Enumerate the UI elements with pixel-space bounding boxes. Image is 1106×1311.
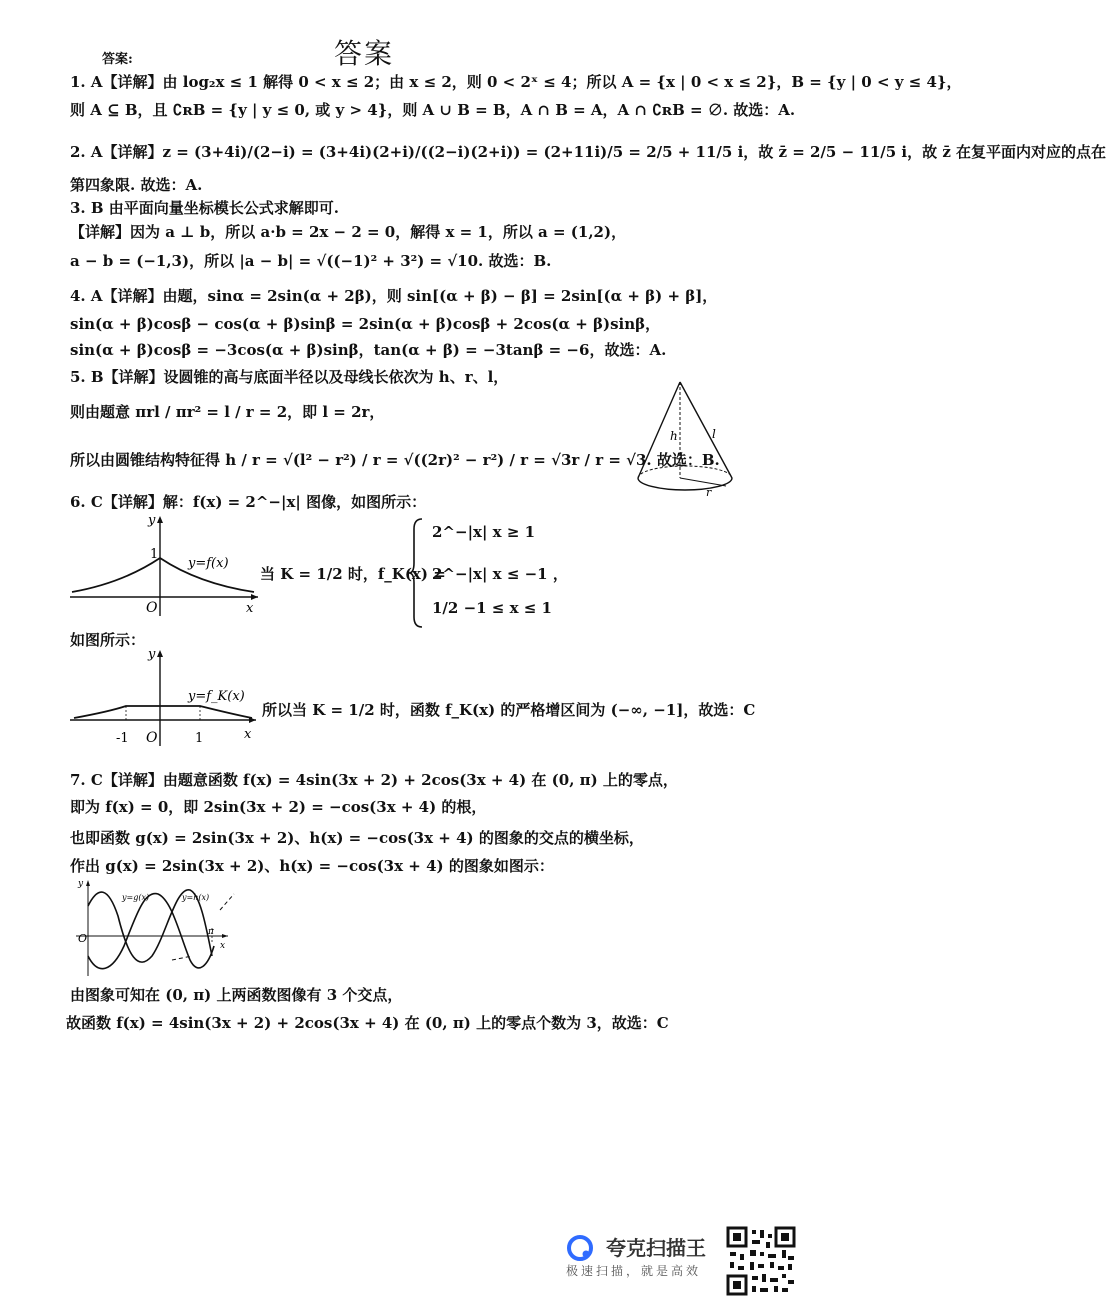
q6-line-1: 6. C【详解】解：f(x) = 2^−|x| 图像，如图所示：: [70, 493, 427, 511]
q3-line-2: 【详解】因为 a ⊥ b，所以 a·b = 2x − 2 = 0，解得 x = 1，所以 a = (1,2)，: [70, 223, 627, 241]
page-title: 答案: [334, 37, 395, 70]
piecewise-row-2: 2^−|x| x ≤ −1 ，: [432, 565, 568, 583]
graph-f-y-label: y: [148, 513, 156, 528]
graph-fk-neg-one-label: -1: [116, 731, 129, 746]
brand-name: 夸克扫描王: [606, 1236, 706, 1260]
piecewise-condition: 当 K = 1/2 时，f_K(x) =: [260, 565, 446, 583]
q7-line-1: 7. C【详解】由题意函数 f(x) = 4sin(3x + 2) + 2cos(3x + 4) 在 (0, π) 上的零点，: [70, 771, 678, 789]
piecewise-block: [408, 517, 568, 629]
q5-line-3: 所以由圆锥结构特征得 h / r = √(l² − r²) / r = √((2r)² − r²) / r = √3r / r = √3. 故选：B.: [70, 451, 720, 469]
graph-gh: [72, 876, 242, 980]
q7-line-4: 作出 g(x) = 2sin(3x + 2)、h(x) = −cos(3x + 4) 的图象如图示：: [70, 857, 554, 875]
q4-line-2: sin(α + β)cosβ − cos(α + β)sinβ = 2sin(α + β)cosβ + 2cos(α + β)sinβ，: [70, 315, 661, 333]
graph-f-x-label: x: [246, 601, 254, 616]
q7-line-2: 即为 f(x) = 0，即 2sin(3x + 2) = −cos(3x + 4) 的根，: [70, 798, 487, 816]
q6-line-2: 如图所示：: [70, 631, 146, 649]
qr-code-icon: [726, 1226, 796, 1296]
q2-line-1: 2. A【详解】z = (3+4i)/(2−i) = (3+4i)(2+i)/((2−i)(2+i)) = (2+11i)/5 = 2/5 + 11/5 i，故 z̄ = 2/5 − 11/5 i，故 z̄ 在复平面内对应的点在: [70, 143, 1106, 161]
graph-gh-origin-label: O: [78, 932, 88, 945]
q5-line-2: 则由题意 πrl / πr² = l / r = 2，即 l = 2r，: [70, 403, 385, 421]
q3-line-1: 3. B 由平面向量坐标模长公式求解即可.: [70, 199, 340, 217]
q1-line-2: 则 A ⊆ B，且 ∁ʀB = {y | y ≤ 0, 或 y > 4}，则 A ∪ B = B，A ∩ B = A，A ∩ ∁ʀB = ∅. 故选：A.: [70, 101, 796, 119]
graph-fk-x-label: x: [244, 727, 252, 742]
graph-fk-curve-label: y=f_K(x): [188, 689, 245, 704]
q7-line-3: 也即函数 g(x) = 2sin(3x + 2)、h(x) = −cos(3x + 4) 的图象的交点的横坐标，: [70, 829, 644, 847]
graph-gh-g-label: y=g(x): [122, 893, 150, 902]
q4-line-3: sin(α + β)cosβ = −3cos(α + β)sinβ，tan(α + β) = −3tanβ = −6，故选：A.: [70, 341, 667, 359]
answer-small-label: 答案:: [102, 52, 133, 67]
graph-fk-y-label: y: [148, 647, 156, 662]
graph-f-curve-label: y=f(x): [188, 556, 229, 571]
q7-line-5: 由图象可知在 (0, π) 上两函数图像有 3 个交点，: [70, 986, 403, 1004]
graph-fk-one-label: 1: [195, 731, 204, 746]
graph-gh-h-label: y=h(x): [182, 893, 210, 902]
q1-line-1: 1. A【详解】由 log₂x ≤ 1 解得 0 < x ≤ 2；由 x ≤ 2，则 0 < 2ˣ ≤ 4；所以 A = {x | 0 < x ≤ 2}，B = {y | 0 < y ≤ 4}，: [70, 73, 962, 91]
q5-line-1: 5. B【详解】设圆锥的高与底面半径以及母线长依次为 h、r、l，: [70, 368, 509, 386]
graph-gh-y-label: y: [78, 879, 84, 889]
graph-fk-origin-label: O: [146, 730, 158, 746]
cone-r-label: r: [706, 486, 712, 499]
graph-fk: [66, 646, 262, 750]
graph-gh-x-label: x: [220, 941, 226, 951]
graph-f-one-label: 1: [150, 547, 159, 562]
q3-line-3: a − b = (−1,3)，所以 |a − b| = √((−1)² + 3²) = √10. 故选：B.: [70, 252, 552, 270]
cone-h-label: h: [670, 429, 678, 443]
q6-line-3: 所以当 K = 1/2 时，函数 f_K(x) 的严格增区间为 (−∞, −1]，故选：C: [262, 701, 756, 719]
q2-line-2: 第四象限. 故选：A.: [70, 176, 203, 194]
cone-figure: [630, 378, 740, 504]
piecewise-row-1: 2^−|x| x ≥ 1: [432, 523, 536, 541]
q7-line-6: 故函数 f(x) = 4sin(3x + 2) + 2cos(3x + 4) 在 (0, π) 上的零点个数为 3，故选：C: [66, 1014, 669, 1032]
piecewise-row-3: 1/2 −1 ≤ x ≤ 1: [432, 599, 552, 617]
brand-slogan: 极速扫描，就是高效: [566, 1264, 702, 1278]
brace-icon: [408, 517, 426, 629]
q4-line-1: 4. A【详解】由题，sinα = 2sin(α + 2β)，则 sin[(α + β) − β] = 2sin[(α + β) + β]，: [70, 287, 718, 305]
graph-f-origin-label: O: [146, 600, 158, 616]
cone-l-label: l: [712, 427, 716, 441]
graph-f: [66, 512, 266, 620]
quark-logo-icon: [566, 1234, 594, 1262]
graph-gh-pi-label: π: [208, 927, 214, 937]
